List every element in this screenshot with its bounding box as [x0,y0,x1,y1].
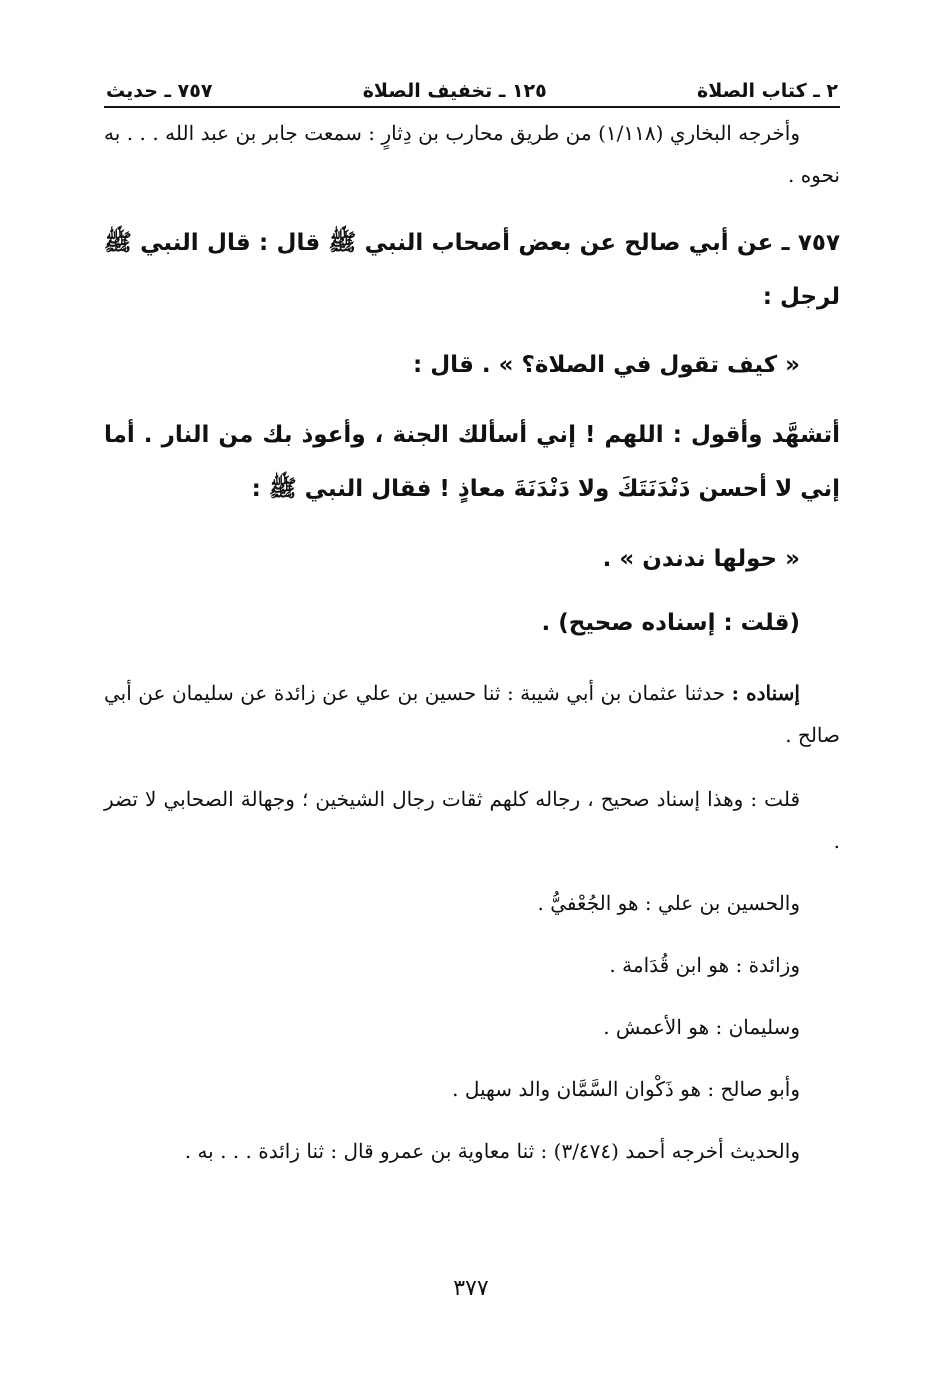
header-rule [104,106,840,108]
narrator-note: والحسين بن علي : هو الجُعْفيُّ . [537,891,800,915]
hadith-question: « كيف تقول في الصلاة؟ » . قال : [413,352,800,378]
hadith-reply: « حولها ندندن » . [602,546,800,572]
grading-note: قلت : وهذا إسناد صحيح ، رجاله كلهم ثقات رجال الشيخين ؛ وجهالة الصحابي لا تضر . [104,787,840,853]
page-number: ٣٧٧ [453,1276,489,1301]
isnad-paragraph [104,672,840,756]
narrator-note: وأبو صالح : هو ذَكْوان السَّمَّان والد سهيل . [452,1077,800,1101]
header-hadith-number: ٧٥٧ ـ حديث [106,80,213,102]
narrator-note: وزائدة : هو ابن قُدَامة . [609,953,800,977]
hadith-answer: أتشهَّد وأقول : اللهم ! إني أسألك الجنة ، وأعوذ بك من النار . أما إني لا أحسن دَنْدَنَتَكَ ولا دَنْدَنَةَ معاذٍ ! فقال النبي ﷺ : [104,422,840,502]
previous-hadith-note: وأخرجه البخاري (١/١١٨) من طريق محارب بن دِثارٍ : سمعت جابر بن عبد الله . . . به نحوه . [104,121,840,187]
isnad-text: حدثنا عثمان بن أبي شيبة : ثنا حسين بن علي عن زائدة عن سليمان عن أبي صالح . [104,681,840,747]
isnad-label: إسناده : [731,681,800,705]
hadith-grading: (قلت : إسناده صحيح) . [541,610,800,636]
running-header [104,72,840,102]
header-section: ١٢٥ ـ تخفيف الصلاة [362,80,547,102]
page [104,72,840,1172]
narrator-note: وسليمان : هو الأعمش . [603,1015,800,1039]
header-chapter: ٢ ـ كتاب الصلاة [697,80,838,102]
hadith-intro: ٧٥٧ ـ عن أبي صالح عن بعض أصحاب النبي ﷺ قال : قال النبي ﷺ لرجل : [104,230,840,310]
source-note: والحديث أخرجه أحمد (٣/٤٧٤) : ثنا معاوية بن عمرو قال : ثنا زائدة . . . به . [184,1139,800,1163]
